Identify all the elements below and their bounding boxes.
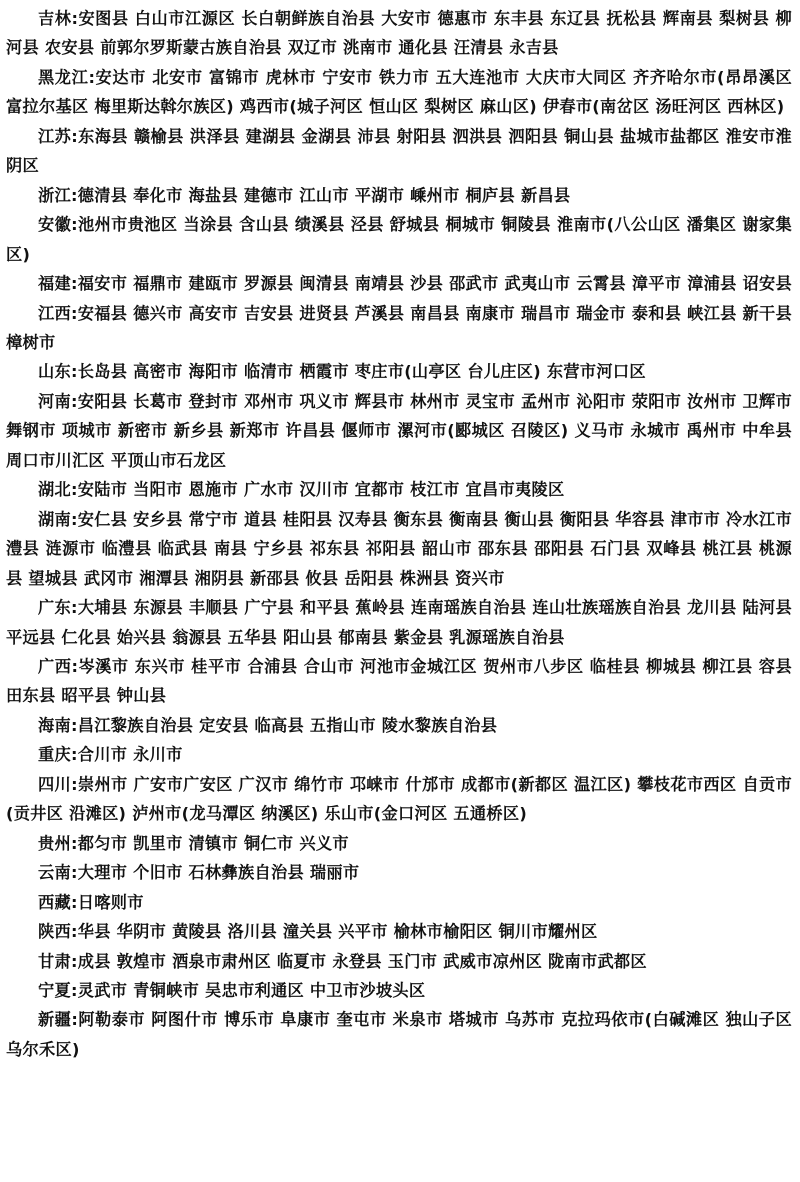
province-name: 河南 bbox=[38, 391, 71, 411]
province-entry bbox=[6, 740, 792, 769]
place-list: 长岛县 高密市 海阳市 临清市 栖霞市 枣庄市(山亭区 台儿庄区) 东营市河口区 bbox=[77, 362, 646, 382]
place-list: 成县 敦煌市 酒泉市肃州区 临夏市 永登县 玉门市 武威市凉州区 陇南市武都区 bbox=[77, 951, 647, 971]
place-list: 安陆市 当阳市 恩施市 广水市 汉川市 宜都市 枝江市 宜昌市夷陵区 bbox=[77, 480, 565, 500]
province-name: 安徽 bbox=[38, 215, 72, 235]
place-list: 日喀则市 bbox=[77, 892, 144, 912]
province-separator: : bbox=[70, 863, 78, 883]
province-name: 湖南 bbox=[38, 509, 71, 529]
place-list: 福安市 福鼎市 建瓯市 罗源县 闽清县 南靖县 沙县 邵武市 武夷山市 云霄县 漳平市 漳浦县 诏安县 bbox=[77, 274, 793, 294]
place-list: 安图县 白山市江源区 长白朝鲜族自治县 大安市 德惠市 东丰县 东辽县 抚松县 辉南县 梨树县 柳河县 农安县 前郭尔罗斯蒙古族自治县 双辽市 洮南市 通化县 汪清县 永吉县 bbox=[6, 9, 792, 58]
province-name: 浙江 bbox=[38, 185, 71, 205]
place-list: 安仁县 安乡县 常宁市 道县 桂阳县 汉寿县 衡东县 衡南县 衡山县 衡阳县 华容县 津市市 冷水江市 澧县 涟源市 临澧县 临武县 南县 宁乡县 祁东县 祁阳县 韶山市 邵东县 邵阳县 石门县 双峰县 桃江县 桃源县 望城县 武冈市 湘潭县 湘阴县 新邵县 攸县 岳阳县 株洲县 资兴市 bbox=[6, 509, 793, 588]
place-list: 安福县 德兴市 高安市 吉安县 进贤县 芦溪县 南昌县 南康市 瑞昌市 瑞金市 泰和县 峡江县 新干县 樟树市 bbox=[6, 303, 793, 352]
province-separator: : bbox=[70, 274, 78, 294]
place-list: 德清县 奉化市 海盐县 建德市 江山市 平湖市 嵊州市 桐庐县 新昌县 bbox=[77, 185, 571, 205]
province-name: 黑龙江 bbox=[38, 67, 89, 87]
province-separator: : bbox=[71, 215, 78, 235]
place-list: 安阳县 长葛市 登封市 邓州市 巩义市 辉县市 林州市 灵宝市 孟州市 沁阳市 荥阳市 汝州市 卫辉市 舞钢市 项城市 新密市 新乡县 新郑市 许昌县 偃师市 漯河市(郾城区 召陵区) 义马市 永城市 禹州市 中牟县 周口市川汇区 平顶山市石龙区 bbox=[6, 391, 793, 470]
place-list: 东海县 赣榆县 洪泽县 建湖县 金湖县 沛县 射阳县 泗洪县 泗阳县 铜山县 盐城市盐都区 淮安市淮阴区 bbox=[6, 126, 792, 176]
province-entry bbox=[6, 505, 792, 593]
province-entry bbox=[6, 181, 792, 210]
province-name: 福建 bbox=[38, 274, 71, 294]
province-entry bbox=[6, 976, 792, 1005]
province-entry bbox=[6, 269, 792, 298]
province-separator: : bbox=[70, 303, 78, 323]
province-separator: : bbox=[70, 922, 78, 942]
place-list: 灵武市 青铜峡市 吴忠市利通区 中卫市沙坡头区 bbox=[77, 980, 426, 1000]
province-entry bbox=[6, 888, 792, 917]
province-entry bbox=[6, 299, 792, 358]
province-name: 西藏 bbox=[38, 892, 71, 912]
place-list: 华县 华阴市 黄陵县 洛川县 潼关县 兴平市 榆林市榆阳区 铜川市耀州区 bbox=[77, 922, 598, 942]
province-entry bbox=[6, 122, 792, 181]
province-entry bbox=[6, 711, 792, 740]
province-name: 四川 bbox=[38, 774, 72, 794]
place-list: 崇州市 广安市广安区 广汉市 绵竹市 邛崃市 什邡市 成都市(新都区 温江区) 攀枝花市西区 自贡市(贡井区 沿滩区) 泸州市(龙马潭区 纳溪区) 乐山市(金口河区 五通桥区) bbox=[6, 774, 792, 824]
province-entry bbox=[6, 593, 792, 652]
province-name: 山东 bbox=[38, 362, 71, 382]
place-list: 昌江黎族自治县 定安县 临高县 五指山市 陵水黎族自治县 bbox=[77, 715, 498, 735]
province-separator: : bbox=[70, 362, 78, 382]
province-entry bbox=[6, 652, 792, 711]
province-entry bbox=[6, 947, 792, 976]
province-entry bbox=[6, 357, 792, 386]
province-name: 江苏 bbox=[38, 126, 72, 146]
province-separator: : bbox=[70, 833, 78, 853]
place-list: 大埔县 东源县 丰顺县 广宁县 和平县 蕉岭县 连南瑶族自治县 连山壮族瑶族自治县 龙川县 陆河县 平远县 仁化县 始兴县 翁源县 五华县 阳山县 郁南县 紫金县 乳源瑶族自治县 bbox=[6, 598, 792, 647]
province-separator: : bbox=[70, 391, 78, 411]
province-entry bbox=[6, 4, 792, 63]
province-name: 海南 bbox=[38, 715, 71, 735]
province-name: 陕西 bbox=[38, 922, 71, 942]
place-list: 合川市 永川市 bbox=[77, 745, 183, 765]
province-separator: : bbox=[70, 980, 78, 1000]
province-separator: : bbox=[88, 67, 96, 87]
place-list: 安达市 北安市 富锦市 虎林市 宁安市 铁力市 五大连池市 大庆市大同区 齐齐哈尔市(昂昂溪区 富拉尔基区 梅里斯达斡尔族区) 鸡西市(城子河区 恒山区 梨树区 麻山区) 伊春市(南岔区 汤旺河区 西林区) bbox=[6, 67, 792, 117]
province-entry bbox=[6, 829, 792, 858]
province-entry bbox=[6, 770, 792, 829]
province-separator: : bbox=[71, 1010, 79, 1030]
province-entry bbox=[6, 858, 792, 887]
province-entry bbox=[6, 475, 792, 504]
province-entry bbox=[6, 917, 792, 946]
province-separator: : bbox=[71, 598, 78, 618]
province-entry bbox=[6, 387, 792, 475]
province-name: 云南 bbox=[38, 863, 71, 883]
province-name: 江西 bbox=[38, 303, 71, 323]
province-separator: : bbox=[70, 509, 78, 529]
province-name: 新疆 bbox=[38, 1010, 72, 1030]
province-entry bbox=[6, 63, 792, 122]
province-name: 宁夏 bbox=[38, 980, 71, 1000]
province-separator: : bbox=[71, 774, 78, 794]
place-list: 岑溪市 东兴市 桂平市 合浦县 合山市 河池市金城江区 贺州市八步区 临桂县 柳城县 柳江县 容县 田东县 昭平县 钟山县 bbox=[6, 656, 792, 706]
province-separator: : bbox=[71, 126, 78, 146]
province-separator: : bbox=[70, 892, 78, 912]
place-list: 池州市贵池区 当涂县 含山县 绩溪县 泾县 舒城县 桐城市 铜陵县 淮南市(八公山区 潘集区 谢家集区) bbox=[6, 215, 792, 264]
province-name: 重庆 bbox=[38, 745, 71, 765]
province-name: 贵州 bbox=[38, 833, 71, 853]
province-name: 广东 bbox=[38, 598, 72, 618]
province-separator: : bbox=[70, 715, 78, 735]
province-name: 湖北 bbox=[38, 480, 71, 500]
province-entry bbox=[6, 210, 792, 269]
province-name: 广西 bbox=[38, 656, 72, 676]
province-separator: : bbox=[70, 185, 78, 205]
province-entry bbox=[6, 1005, 792, 1064]
province-separator: : bbox=[70, 951, 78, 971]
province-name: 甘肃 bbox=[38, 951, 71, 971]
province-separator: : bbox=[70, 745, 78, 765]
province-separator: : bbox=[70, 480, 78, 500]
place-list: 大理市 个旧市 石林彝族自治县 瑞丽市 bbox=[77, 863, 360, 883]
province-separator: : bbox=[71, 9, 79, 28]
province-separator: : bbox=[71, 656, 79, 676]
province-name: 吉林 bbox=[38, 9, 72, 28]
place-list: 阿勒泰市 阿图什市 博乐市 阜康市 奎屯市 米泉市 塔城市 乌苏市 克拉玛依市(白碱滩区 独山子区 乌尔禾区) bbox=[6, 1010, 792, 1059]
place-list: 都匀市 凯里市 清镇市 铜仁市 兴义市 bbox=[77, 833, 349, 853]
